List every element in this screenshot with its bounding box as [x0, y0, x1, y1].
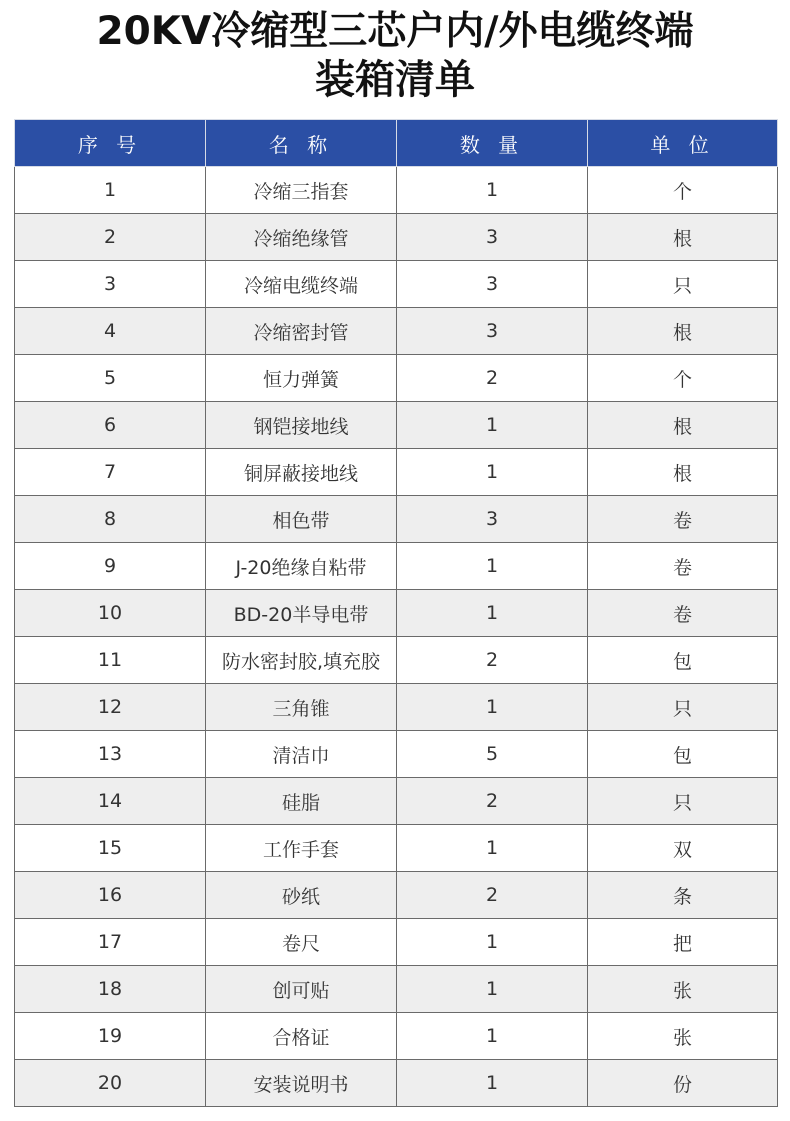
table-body: [15, 167, 778, 1107]
cell-quantity: 1: [397, 590, 588, 637]
cell-name: 冷缩密封管: [206, 308, 397, 355]
cell-name: 清洁巾: [206, 731, 397, 778]
cell-unit: 个: [588, 167, 778, 214]
cell-index: 17: [15, 919, 206, 966]
cell-unit: 包: [588, 637, 778, 684]
cell-unit: 只: [588, 778, 778, 825]
title-line-2: 装箱清单: [315, 57, 475, 103]
table-row: [15, 261, 778, 308]
cell-quantity: 1: [397, 402, 588, 449]
cell-unit: 卷: [588, 543, 778, 590]
cell-index: 7: [15, 449, 206, 496]
cell-quantity: 3: [397, 308, 588, 355]
cell-quantity: 1: [397, 684, 588, 731]
cell-quantity: 2: [397, 355, 588, 402]
table-row: [15, 637, 778, 684]
cell-name: 合格证: [206, 1013, 397, 1060]
cell-name: 防水密封胶,填充胶: [206, 637, 397, 684]
table-row: [15, 355, 778, 402]
cell-quantity: 1: [397, 825, 588, 872]
header-quantity: 数 量: [397, 120, 588, 167]
table-row: [15, 778, 778, 825]
table-row: [15, 590, 778, 637]
cell-quantity: 1: [397, 1060, 588, 1107]
header-unit: 单 位: [588, 120, 778, 167]
cell-quantity: 3: [397, 214, 588, 261]
table-row: [15, 449, 778, 496]
packing-list-table: [14, 119, 778, 1107]
document-title: [0, 8, 790, 104]
table-row: [15, 731, 778, 778]
table-row: [15, 825, 778, 872]
cell-index: 11: [15, 637, 206, 684]
cell-index: 2: [15, 214, 206, 261]
cell-index: 10: [15, 590, 206, 637]
cell-name: J-20绝缘自粘带: [206, 543, 397, 590]
table-row: [15, 1013, 778, 1060]
cell-unit: 只: [588, 684, 778, 731]
cell-name: 铜屏蔽接地线: [206, 449, 397, 496]
table-header-row: [15, 120, 778, 167]
cell-name: 冷缩电缆终端: [206, 261, 397, 308]
table-row: [15, 402, 778, 449]
cell-index: 3: [15, 261, 206, 308]
cell-unit: 包: [588, 731, 778, 778]
cell-unit: 个: [588, 355, 778, 402]
cell-index: 5: [15, 355, 206, 402]
cell-index: 14: [15, 778, 206, 825]
cell-index: 8: [15, 496, 206, 543]
cell-unit: 卷: [588, 590, 778, 637]
cell-quantity: 1: [397, 449, 588, 496]
cell-index: 19: [15, 1013, 206, 1060]
cell-unit: 只: [588, 261, 778, 308]
cell-unit: 份: [588, 1060, 778, 1107]
table-row: [15, 214, 778, 261]
cell-quantity: 1: [397, 1013, 588, 1060]
cell-quantity: 1: [397, 966, 588, 1013]
cell-index: 16: [15, 872, 206, 919]
table-row: [15, 966, 778, 1013]
cell-quantity: 3: [397, 496, 588, 543]
table-row: [15, 919, 778, 966]
cell-quantity: 2: [397, 637, 588, 684]
table-row: [15, 684, 778, 731]
cell-unit: 根: [588, 308, 778, 355]
cell-name: 钢铠接地线: [206, 402, 397, 449]
cell-quantity: 1: [397, 919, 588, 966]
cell-index: 12: [15, 684, 206, 731]
table-row: [15, 496, 778, 543]
cell-unit: 张: [588, 966, 778, 1013]
table-row: [15, 1060, 778, 1107]
cell-unit: 根: [588, 214, 778, 261]
cell-name: 冷缩三指套: [206, 167, 397, 214]
cell-index: 18: [15, 966, 206, 1013]
cell-unit: 双: [588, 825, 778, 872]
cell-quantity: 2: [397, 778, 588, 825]
cell-index: 15: [15, 825, 206, 872]
cell-unit: 卷: [588, 496, 778, 543]
cell-name: 相色带: [206, 496, 397, 543]
cell-quantity: 2: [397, 872, 588, 919]
cell-unit: 张: [588, 1013, 778, 1060]
cell-index: 9: [15, 543, 206, 590]
cell-index: 6: [15, 402, 206, 449]
cell-index: 13: [15, 731, 206, 778]
cell-name: 冷缩绝缘管: [206, 214, 397, 261]
header-name: 名 称: [206, 120, 397, 167]
cell-name: 恒力弹簧: [206, 355, 397, 402]
title-line-1: 20KV冷缩型三芯户内/外电缆终端: [96, 9, 694, 54]
cell-quantity: 5: [397, 731, 588, 778]
cell-index: 20: [15, 1060, 206, 1107]
cell-name: 卷尺: [206, 919, 397, 966]
cell-name: 创可贴: [206, 966, 397, 1013]
header-index: 序 号: [15, 120, 206, 167]
cell-quantity: 1: [397, 167, 588, 214]
cell-unit: 根: [588, 449, 778, 496]
cell-index: 4: [15, 308, 206, 355]
table-row: [15, 308, 778, 355]
cell-name: 三角锥: [206, 684, 397, 731]
cell-name: 砂纸: [206, 872, 397, 919]
cell-index: 1: [15, 167, 206, 214]
cell-name: 工作手套: [206, 825, 397, 872]
table-row: [15, 543, 778, 590]
table-row: [15, 872, 778, 919]
cell-name: 安装说明书: [206, 1060, 397, 1107]
cell-quantity: 1: [397, 543, 588, 590]
cell-name: BD-20半导电带: [206, 590, 397, 637]
cell-unit: 根: [588, 402, 778, 449]
cell-unit: 把: [588, 919, 778, 966]
cell-quantity: 3: [397, 261, 588, 308]
cell-unit: 条: [588, 872, 778, 919]
cell-name: 硅脂: [206, 778, 397, 825]
table-row: [15, 167, 778, 214]
